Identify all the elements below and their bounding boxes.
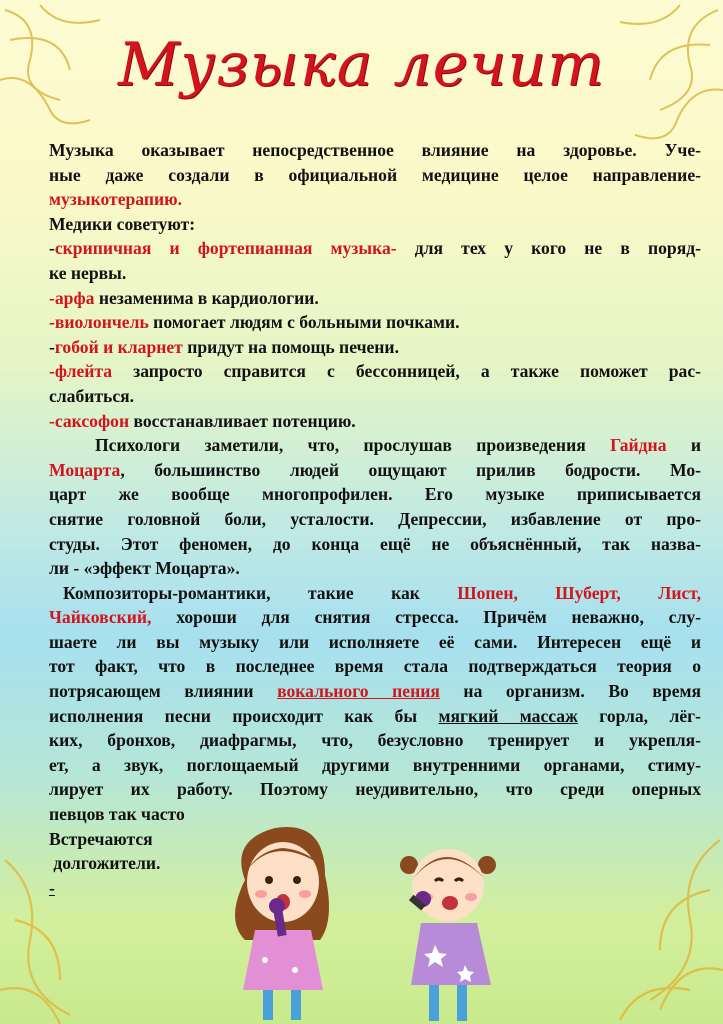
paragraph-line: певцов так часто [49, 804, 185, 825]
paragraph-line: ких, бронхов, диафрагмы, что, безусловно тренирует и укрепля- [49, 730, 701, 751]
article-body [49, 138, 701, 900]
paragraph-line: долгожители. [49, 853, 161, 874]
paragraph-line: снятие головной боли, усталости. Депрессии, избавление от про- [49, 508, 701, 529]
list-item: -виолончель помогает людям с больными почками. [49, 312, 460, 333]
list-item: -скрипичная и фортепианная музыка- для тех у кого не в поряд- [49, 238, 701, 259]
girl-singer-right-illustration [395, 835, 500, 1024]
paragraph-line: ет, а звук, поглощаемый другими внутренними органами, стиму- [49, 754, 701, 775]
advice-heading: Медики советуют: [49, 213, 196, 234]
list-item-continuation: ке нервы. [49, 262, 127, 283]
paragraph-line: - [49, 877, 55, 898]
paragraph-line: шаете ли вы музыку или исполняете её сами. Интересен ещё и [49, 631, 701, 652]
paragraph-line: ли - «эффект Моцарта». [49, 558, 240, 579]
list-item-continuation: слабиться. [49, 385, 135, 406]
paragraph-line: ные даже создали в официальной медицине целое направление- [49, 164, 701, 185]
paragraph-line: Встречаются [49, 828, 153, 849]
girl-singer-left-illustration [225, 820, 340, 1024]
paragraph-line: музыкотерапию. [49, 189, 182, 210]
paragraph-line: потрясающем влиянии вокального пения на организм. Во время [49, 681, 702, 702]
paragraph-line: лирует их работу. Поэтому неудивительно, что среди оперных [49, 779, 701, 800]
list-item: -арфа незаменима в кардиологии. [49, 287, 319, 308]
paragraph-line: Музыка оказывает непосредственное влияние на здоровье. Уче- [49, 140, 701, 160]
paragraph-line: исполнения песни происходит как бы мягкий массаж горла, лёг- [49, 705, 701, 726]
list-item: -флейта запросто справится с бессонницей, а также поможет рас- [49, 361, 701, 382]
list-item: -гобой и кларнет придут на помощь печени. [49, 336, 399, 357]
paragraph-line: студы. Этот феномен, до конца ещё не объяснённый, так назва- [49, 533, 701, 554]
paragraph-line: тот факт, что в последнее время стала подтверждаться теория о [49, 656, 701, 677]
paragraph-line: Моцарта, большинство людей ощущают прилив бодрости. Мо- [49, 459, 701, 480]
list-item: -саксофон восстанавливает потенцию. [49, 410, 356, 431]
paragraph-line: Композиторы-романтики, такие как Шопен, Шуберт, Лист, [63, 582, 701, 603]
paragraph-line: царт же вообще многопрофилен. Его музыке приписывается [49, 484, 701, 505]
paragraph-line: Чайковский, хороши для снятия стресса. Причём неважно, слу- [49, 607, 701, 628]
page-title: Музыка лечит [117, 30, 606, 100]
paragraph-line: Психологи заметили, что, прослушав произведения Гайдна и [95, 435, 701, 456]
